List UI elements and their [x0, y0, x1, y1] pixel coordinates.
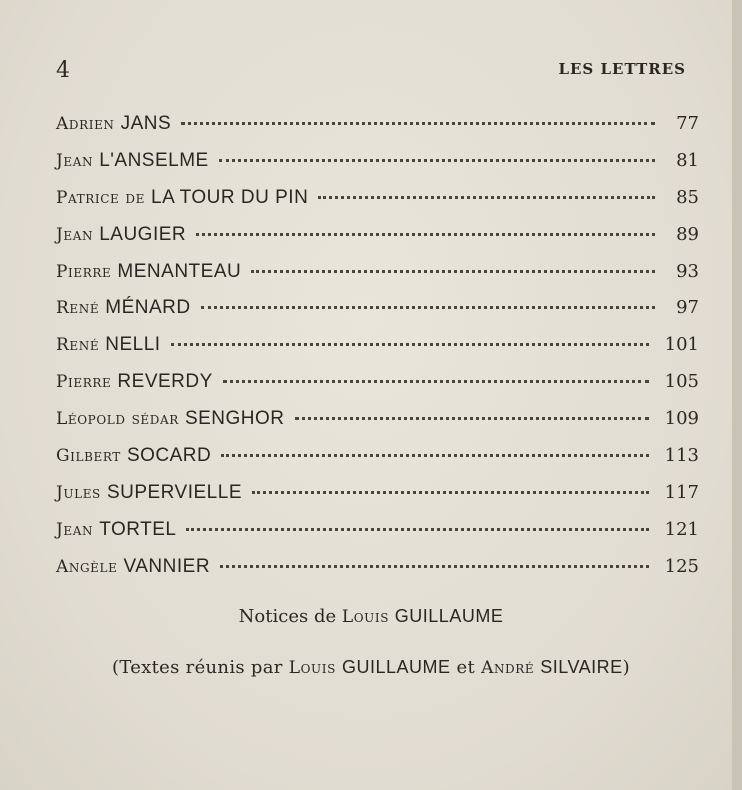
toc-page-number: 85: [676, 186, 699, 208]
toc-row: [56, 186, 699, 223]
table-of-contents: [56, 112, 699, 592]
toc-author: [56, 481, 242, 504]
credits-line: [0, 657, 742, 678]
toc-author-last: LA TOUR DU PIN: [151, 186, 309, 208]
toc-author: [56, 186, 308, 209]
toc-author: [56, 223, 186, 246]
toc-row: [56, 444, 699, 481]
toc-author-first: Jules: [56, 482, 101, 503]
dot-leader: [196, 233, 655, 236]
dot-leader: [295, 417, 649, 420]
toc-row: [56, 112, 699, 149]
toc-author-first: Pierre: [56, 261, 112, 282]
toc-author: [56, 444, 211, 467]
toc-author-last: MÉNARD: [105, 297, 191, 319]
dot-leader: [219, 159, 655, 162]
toc-row: [56, 223, 699, 260]
toc-author: [56, 333, 161, 356]
toc-row: [56, 407, 699, 444]
dot-leader: [221, 454, 648, 457]
credits-name1-first: Louis: [288, 658, 336, 678]
toc-author-first: Adrien: [56, 114, 115, 134]
toc-page-number: 93: [676, 260, 699, 282]
toc-author-last: JANS: [120, 113, 172, 134]
toc-page-number: 117: [664, 481, 699, 503]
credits-name1-last: GUILLAUME: [341, 657, 451, 677]
toc-author-first: René: [56, 335, 100, 356]
toc-page-number: 125: [664, 555, 699, 577]
toc-author: [56, 112, 171, 135]
toc-author: [56, 407, 285, 430]
toc-author-first: Patrice de: [56, 187, 145, 208]
credits-conj: et: [456, 657, 476, 678]
credits-open: (Textes réunis par: [112, 657, 283, 678]
dot-leader: [252, 491, 649, 494]
toc-author: [56, 296, 191, 319]
toc-row: [56, 296, 699, 333]
toc-page-number: 81: [676, 149, 699, 171]
toc-author: [56, 555, 210, 578]
running-head: LES LETTRES: [558, 60, 686, 78]
toc-author-first: René: [56, 298, 100, 319]
toc-author-last: VANNIER: [123, 555, 211, 577]
credits-name2-first: André: [481, 658, 535, 678]
credits-close: ): [622, 657, 630, 678]
toc-page-number: 121: [664, 518, 699, 540]
notice-line: [0, 606, 742, 627]
toc-author-last: NELLI: [105, 334, 161, 356]
toc-author: [56, 518, 176, 541]
toc-author: [56, 149, 209, 172]
toc-row: [56, 149, 699, 186]
dot-leader: [171, 343, 649, 346]
toc-row: [56, 518, 699, 555]
toc-page-number: 113: [664, 445, 699, 467]
toc-page-number: 101: [664, 334, 699, 356]
toc-author-first: Léopold sédar: [56, 409, 179, 430]
toc-author-last: TORTEL: [99, 518, 177, 540]
toc-author: [56, 260, 241, 283]
toc-page-number: 89: [676, 223, 699, 245]
dot-leader: [181, 122, 655, 125]
toc-author-last: REVERDY: [117, 371, 213, 393]
notice-author-first: Louis: [341, 607, 390, 627]
toc-author-last: MENANTEAU: [117, 260, 242, 282]
toc-author-first: Jean: [56, 224, 94, 245]
toc-page-number: 105: [664, 371, 699, 393]
dot-leader: [223, 380, 649, 383]
toc-author-last: SOCARD: [126, 445, 212, 467]
toc-row: [56, 260, 699, 297]
toc-author-last: LAUGIER: [99, 223, 187, 245]
toc-row: [56, 481, 699, 518]
toc-author: [56, 370, 213, 393]
toc-author-last: SENGHOR: [184, 408, 285, 430]
toc-author-first: Jean: [56, 150, 94, 171]
toc-author-first: Gilbert: [56, 446, 121, 467]
notice-prefix: Notices de: [238, 606, 337, 627]
toc-row: [56, 370, 699, 407]
dot-leader: [251, 270, 655, 273]
dot-leader: [186, 528, 648, 531]
toc-page-number: 109: [664, 408, 699, 430]
credits-name2-last: SILVAIRE: [540, 657, 623, 677]
toc-page-number: 97: [676, 297, 699, 319]
page-number: 4: [56, 58, 70, 83]
toc-author-first: Jean: [56, 519, 94, 540]
dot-leader: [220, 565, 649, 568]
notice-author-last: GUILLAUME: [394, 606, 504, 626]
toc-row: [56, 333, 699, 370]
toc-author-last: L'ANSELME: [99, 149, 209, 171]
dot-leader: [318, 196, 655, 199]
dot-leader: [201, 306, 655, 309]
toc-author-first: Angèle: [56, 556, 118, 577]
toc-author-first: Pierre: [56, 372, 112, 393]
toc-row: [56, 555, 699, 592]
toc-page-number: 77: [676, 113, 699, 134]
toc-author-last: SUPERVIELLE: [106, 481, 242, 503]
